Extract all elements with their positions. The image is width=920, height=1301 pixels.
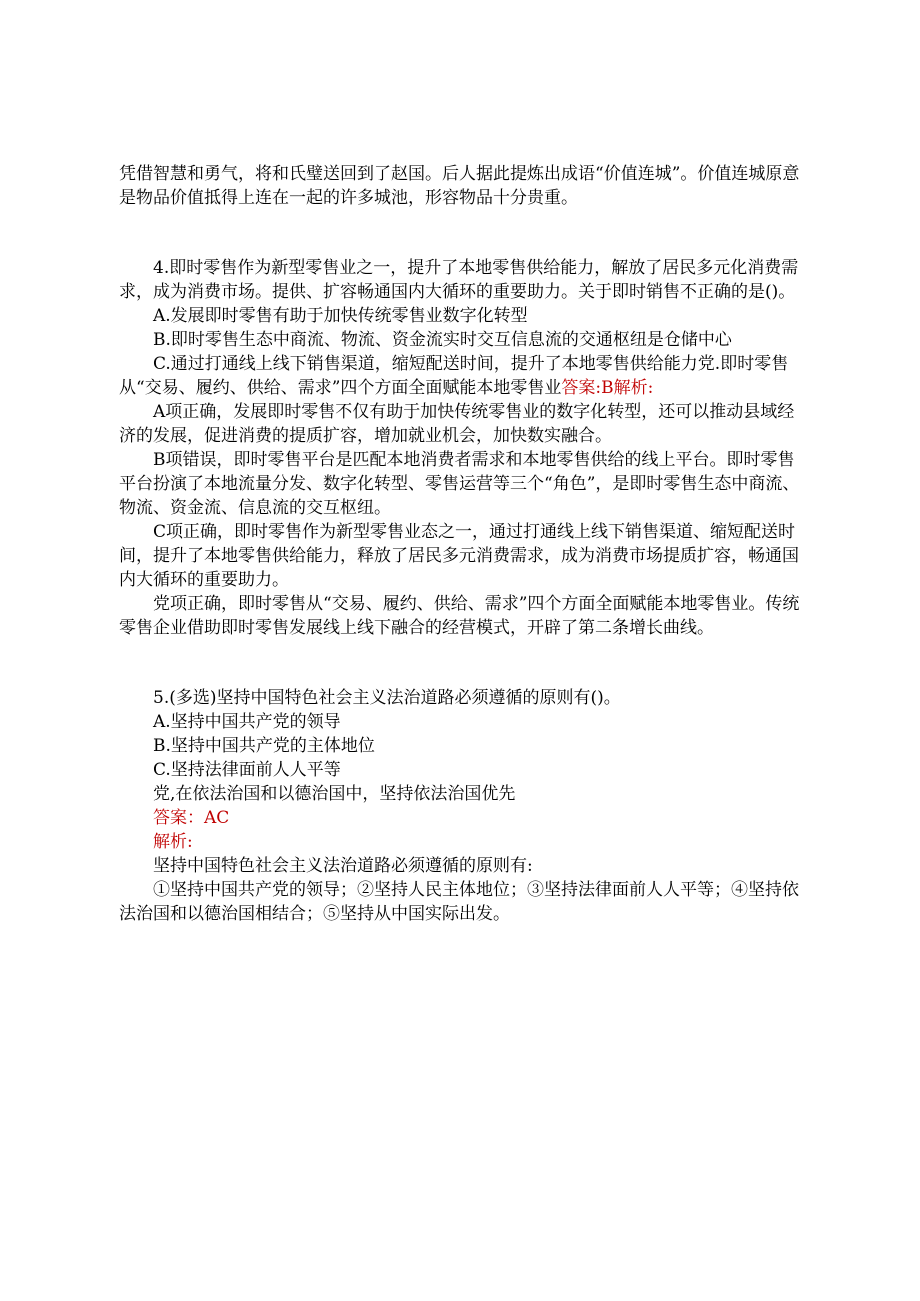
spacer bbox=[119, 210, 809, 256]
question-5-analysis-intro: 坚持中国特色社会主义法治道路必须遵循的原则有: bbox=[153, 856, 533, 876]
spacer bbox=[119, 640, 809, 686]
question-4-analysis-c: C项正确，即时零售作为新型零售业态之一，通过打通线上线下销售渠道、缩短配送时间，提升了本地零售供给能力，释放了居民多元消费需求，成为消费市场提质扩容，畅通国内大循环的重要助力。 bbox=[119, 522, 799, 590]
question-4-option-c bbox=[119, 352, 809, 400]
question-5-option-c: C.坚持法律面前人人平等 bbox=[153, 760, 341, 780]
question-4-answer-label: 答案:B解析: bbox=[561, 378, 654, 398]
question-4-option-a: A.发展即时零售有助于加快传统零售业数字化转型 bbox=[153, 306, 528, 326]
question-4-analysis-b: B项错误，即时零售平台是匹配本地消费者需求和本地零售供给的线上平台。即时零售平台扮演了本地流量分发、数字化转型、零售运营等三个“角色”，是即时零售生态中商流、物流、资金流、信息流的交互枢纽。 bbox=[119, 450, 800, 518]
question-5-answer: 答案：AC bbox=[153, 808, 230, 828]
question-4 bbox=[119, 256, 809, 640]
previous-answer-continuation: 凭借智慧和勇气，将和氏璧送回到了赵国。后人据此提炼出成语“价值连城”。价值连城原意是物品价值抵得上连在一起的许多城池，形容物品十分贵重。 bbox=[119, 164, 800, 208]
question-5-stem: 5.(多选)坚持中国特色社会主义法治道路必须遵循的原则有()。 bbox=[153, 688, 621, 708]
question-4-stem: 4.即时零售作为新型零售业之一，提升了本地零售供给能力，解放了居民多元化消费需求，成为消费市场。提供、扩容畅通国内大循环的重要助力。关于即时销售不正确的是()。 bbox=[119, 258, 799, 302]
question-5-analysis-body: ①坚持中国共产党的领导；②坚持人民主体地位；③坚持法律面前人人平等；④坚持依法治国和以德治国相结合；⑤坚持从中国实际出发。 bbox=[119, 880, 799, 924]
question-5-option-d: 党,在依法治国和以德治国中，坚持依法治国优先 bbox=[153, 784, 516, 804]
document-page bbox=[119, 162, 809, 926]
question-4-option-c-text: C.通过打通线上线下销售渠道，缩短配送时间，提升了本地零售供给能力党.即时零售从“交易、履约、供给、需求”四个方面全面赋能本地零售业 bbox=[119, 354, 789, 398]
question-5 bbox=[119, 686, 809, 926]
question-4-analysis-d: 党项正确，即时零售从“交易、履约、供给、需求”四个方面全面赋能本地零售业。传统零售企业借助即时零售发展线上线下融合的经营模式，开辟了第二条增长曲线。 bbox=[119, 594, 800, 638]
question-5-analysis-label: 解析: bbox=[153, 832, 193, 852]
question-5-option-a: A.坚持中国共产党的领导 bbox=[153, 712, 341, 732]
question-4-analysis-a: A项正确，发展即时零售不仅有助于加快传统零售业的数字化转型，还可以推动县域经济的发展，促进消费的提质扩容，增加就业机会，加快数实融合。 bbox=[119, 402, 795, 446]
question-4-option-b: B.即时零售生态中商流、物流、资金流实时交互信息流的交通枢纽是仓储中心 bbox=[153, 330, 732, 350]
question-5-option-b: B.坚持中国共产党的主体地位 bbox=[153, 736, 375, 756]
